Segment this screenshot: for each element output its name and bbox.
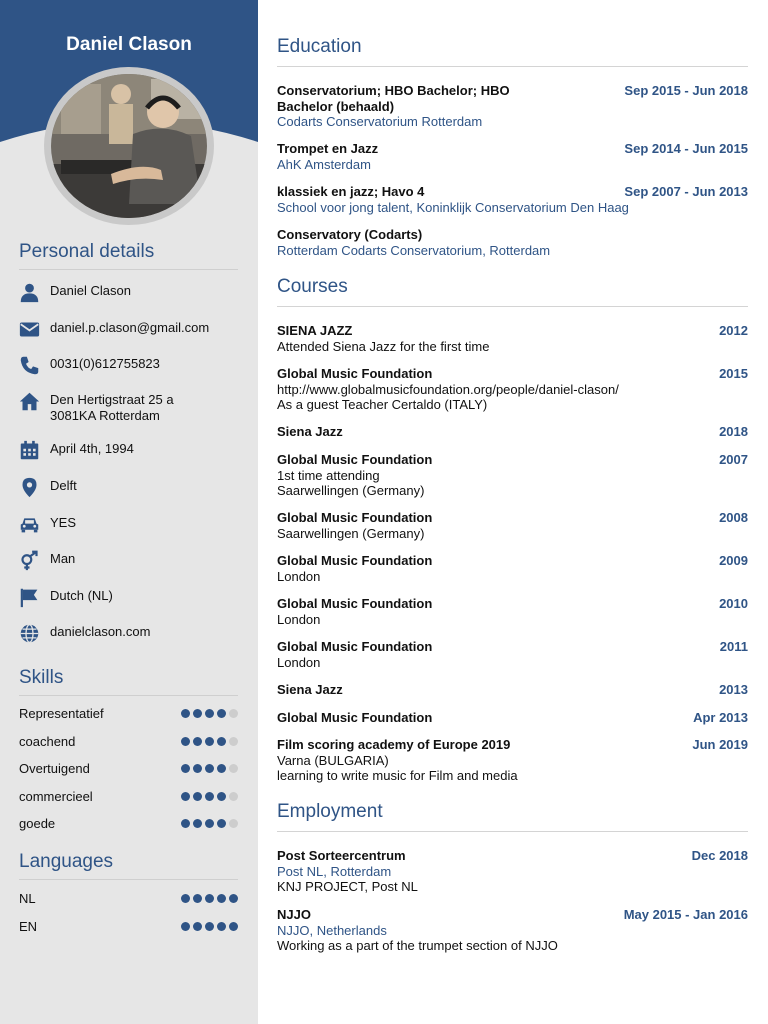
rating-dot-empty <box>229 709 238 718</box>
skills-section <box>19 667 238 696</box>
rating-dot-filled <box>193 737 202 746</box>
rating-dot-filled <box>217 764 226 773</box>
language-row <box>19 919 238 934</box>
course-entry <box>277 323 748 354</box>
skills-heading: Skills <box>19 667 238 696</box>
personal-birthdate: April 4th, 1994 <box>50 441 134 456</box>
skill-label: commercieel <box>19 789 93 804</box>
entry-date: 2013 <box>719 682 748 697</box>
entry-location: London <box>277 611 321 627</box>
entry-title: Global Music Foundation <box>277 452 433 467</box>
course-entry <box>277 366 748 413</box>
entry-title: Siena Jazz <box>277 682 343 697</box>
personal-nationality-row <box>19 587 113 608</box>
course-entry <box>277 424 748 440</box>
entry-title: Global Music Foundation <box>277 596 433 611</box>
entry-date: 2011 <box>719 639 748 654</box>
skill-label: goede <box>19 816 56 831</box>
entry-title: SIENA JAZZ <box>277 323 353 338</box>
skill-label: Representatief <box>19 706 104 721</box>
skill-row <box>19 816 238 831</box>
rating-dot-filled <box>181 709 190 718</box>
rating-dot-filled <box>217 792 226 801</box>
entry-date: Sep 2007 - Jun 2013 <box>624 184 748 199</box>
rating-dot-filled <box>217 894 226 903</box>
personal-email[interactable]: daniel.p.clason@gmail.com <box>50 320 210 335</box>
rating-dot-filled <box>181 819 190 828</box>
entry-location: Saarwellingen (Germany) <box>277 525 425 541</box>
phone-icon <box>19 355 40 376</box>
skill-row <box>19 789 238 804</box>
personal-website[interactable]: danielclason.com <box>50 624 151 639</box>
personal-birthdate-row <box>19 440 134 461</box>
house-icon <box>19 391 40 412</box>
entry-date: 2007 <box>719 452 748 467</box>
skill-rating <box>181 709 238 718</box>
entry-institution: AhK Amsterdam <box>277 156 371 172</box>
employment-entry <box>277 907 748 954</box>
rating-dot-filled <box>205 764 214 773</box>
entry-link[interactable]: http://www.globalmusicfoundation.org/people/daniel-clason/ <box>277 381 619 397</box>
rating-dot-filled <box>205 894 214 903</box>
personal-gender-row <box>19 550 75 571</box>
entry-description: Attended Siena Jazz for the first time <box>277 338 490 354</box>
personal-phone-row <box>19 355 160 376</box>
address-line-1: Den Hertigstraat 25 a <box>50 392 174 407</box>
personal-address <box>50 391 174 424</box>
course-entry <box>277 639 748 670</box>
globe-icon <box>19 623 40 644</box>
rating-dot-filled <box>181 894 190 903</box>
flag-icon <box>19 587 40 608</box>
profile-name: Daniel Clason <box>66 34 192 55</box>
rating-dot-filled <box>217 819 226 828</box>
language-label: NL <box>19 891 36 906</box>
rating-dot-filled <box>193 764 202 773</box>
entry-description: Working as a part of the trumpet section of NJJO <box>277 938 558 953</box>
sidebar <box>0 0 258 1024</box>
personal-name-row <box>19 282 131 303</box>
languages-heading: Languages <box>19 851 238 880</box>
course-entry <box>277 452 748 499</box>
entry-date: Dec 2018 <box>691 848 748 863</box>
rating-dot-filled <box>193 922 202 931</box>
entry-title: Global Music Foundation <box>277 366 433 381</box>
rating-dot-empty <box>229 737 238 746</box>
education-heading: Education <box>277 36 748 67</box>
rating-dot-empty <box>229 819 238 828</box>
envelope-icon <box>19 319 40 340</box>
entry-title: Siena Jazz <box>277 424 343 439</box>
personal-details-section <box>19 241 238 270</box>
course-entry <box>277 510 748 541</box>
rating-dot-empty <box>229 792 238 801</box>
employment-heading: Employment <box>277 801 748 832</box>
skill-label: Overtuigend <box>19 761 90 776</box>
skills-list <box>19 706 238 836</box>
rating-dot-filled <box>181 792 190 801</box>
entry-description: KNJ PROJECT, Post NL <box>277 879 418 894</box>
employment-entry <box>277 848 748 895</box>
education-entry <box>277 184 748 215</box>
entry-title: Global Music Foundation <box>277 553 433 568</box>
entry-location: Saarwellingen (Germany) <box>277 483 425 498</box>
entry-date: Apr 2013 <box>693 710 748 725</box>
rating-dot-filled <box>181 764 190 773</box>
entry-date: Sep 2015 - Jun 2018 <box>624 83 748 98</box>
person-icon <box>19 282 40 303</box>
rating-dot-filled <box>181 737 190 746</box>
rating-dot-filled <box>217 737 226 746</box>
entry-date: 2012 <box>719 323 748 338</box>
entry-date: 2008 <box>719 510 748 525</box>
skill-row <box>19 761 238 776</box>
entry-location: London <box>277 568 321 584</box>
entry-title: Conservatory (Codarts) <box>277 227 423 242</box>
entry-title: klassiek en jazz; Havo 4 <box>277 184 425 199</box>
entry-date: 2010 <box>719 596 748 611</box>
rating-dot-filled <box>205 922 214 931</box>
languages-list <box>19 891 238 941</box>
entry-date: Sep 2014 - Jun 2015 <box>624 141 748 156</box>
personal-phone[interactable]: 0031(0)612755823 <box>50 356 160 371</box>
entry-date: 2009 <box>719 553 748 568</box>
entry-institution: School voor jong talent, Koninklijk Conservatorium Den Haag <box>277 199 629 215</box>
skill-rating <box>181 792 238 801</box>
personal-email-row <box>19 319 209 340</box>
entry-description: As a guest Teacher Certaldo (ITALY) <box>277 397 488 412</box>
entry-date: May 2015 - Jan 2016 <box>623 907 748 922</box>
language-label: EN <box>19 919 38 934</box>
course-entry <box>277 737 748 784</box>
entry-employer: NJJO, Netherlands <box>277 922 387 938</box>
profile-photo <box>44 67 214 225</box>
personal-nationality: Dutch (NL) <box>50 588 113 603</box>
skill-rating <box>181 764 238 773</box>
profile-photo-illustration <box>51 74 207 218</box>
gender-icon <box>19 550 40 571</box>
rating-dot-filled <box>193 792 202 801</box>
education-entry <box>277 141 748 172</box>
entry-title: Global Music Foundation <box>277 710 433 725</box>
skill-rating <box>181 819 238 828</box>
course-entry <box>277 710 748 726</box>
entry-title: Post Sorteercentrum <box>277 848 406 863</box>
rating-dot-filled <box>205 709 214 718</box>
address-line-2: 3081KA Rotterdam <box>50 408 160 423</box>
education-entry <box>277 227 748 258</box>
entry-employer: Post NL, Rotterdam <box>277 863 392 879</box>
entry-location: London <box>277 654 321 670</box>
entry-title: Film scoring academy of Europe 2019 <box>277 737 511 752</box>
personal-gender: Man <box>50 551 76 566</box>
rating-dot-filled <box>205 792 214 801</box>
personal-location-row <box>19 477 77 498</box>
personal-website-row <box>19 623 150 644</box>
entry-date: Jun 2019 <box>692 737 748 752</box>
language-row <box>19 891 238 906</box>
entry-title: Global Music Foundation <box>277 639 433 654</box>
skill-row <box>19 706 238 721</box>
entry-description: 1st time attending <box>277 467 380 483</box>
calendar-icon <box>19 440 40 461</box>
personal-license-row <box>19 514 76 535</box>
course-entry <box>277 553 748 584</box>
education-entry <box>277 83 748 130</box>
skill-rating <box>181 737 238 746</box>
personal-name: Daniel Clason <box>50 283 131 298</box>
entry-title: Trompet en Jazz <box>277 141 379 156</box>
personal-details-list <box>19 282 238 642</box>
rating-dot-filled <box>205 819 214 828</box>
car-icon <box>19 514 40 535</box>
entry-date: 2018 <box>719 424 748 439</box>
languages-section <box>19 851 238 880</box>
courses-heading: Courses <box>277 276 748 307</box>
entry-description: learning to write music for Film and media <box>277 768 518 783</box>
rating-dot-filled <box>193 819 202 828</box>
personal-address-row <box>19 391 174 424</box>
skill-row <box>19 734 238 749</box>
rating-dot-filled <box>205 737 214 746</box>
entry-title: Global Music Foundation <box>277 510 433 525</box>
course-entry <box>277 682 748 698</box>
skill-label: coachend <box>19 734 76 749</box>
entry-date: 2015 <box>719 366 748 381</box>
rating-dot-empty <box>229 764 238 773</box>
personal-details-heading: Personal details <box>19 241 238 270</box>
entry-location: Varna (BULGARIA) <box>277 752 389 768</box>
rating-dot-filled <box>181 922 190 931</box>
rating-dot-filled <box>229 922 238 931</box>
location-pin-icon <box>19 477 40 498</box>
entry-title: Conservatorium; HBO Bachelor; HBO Bachelor (behaald) <box>277 83 510 114</box>
rating-dot-filled <box>193 709 202 718</box>
course-entry <box>277 596 748 627</box>
language-rating <box>181 922 238 931</box>
rating-dot-filled <box>193 894 202 903</box>
personal-location: Delft <box>50 478 77 493</box>
entry-institution: Codarts Conservatorium Rotterdam <box>277 114 483 129</box>
entry-title: NJJO <box>277 907 311 922</box>
personal-driving-license: YES <box>50 515 77 530</box>
rating-dot-filled <box>229 894 238 903</box>
entry-institution: Rotterdam Codarts Conservatorium, Rotterdam <box>277 242 551 258</box>
rating-dot-filled <box>217 709 226 718</box>
language-rating <box>181 894 238 903</box>
rating-dot-filled <box>217 922 226 931</box>
